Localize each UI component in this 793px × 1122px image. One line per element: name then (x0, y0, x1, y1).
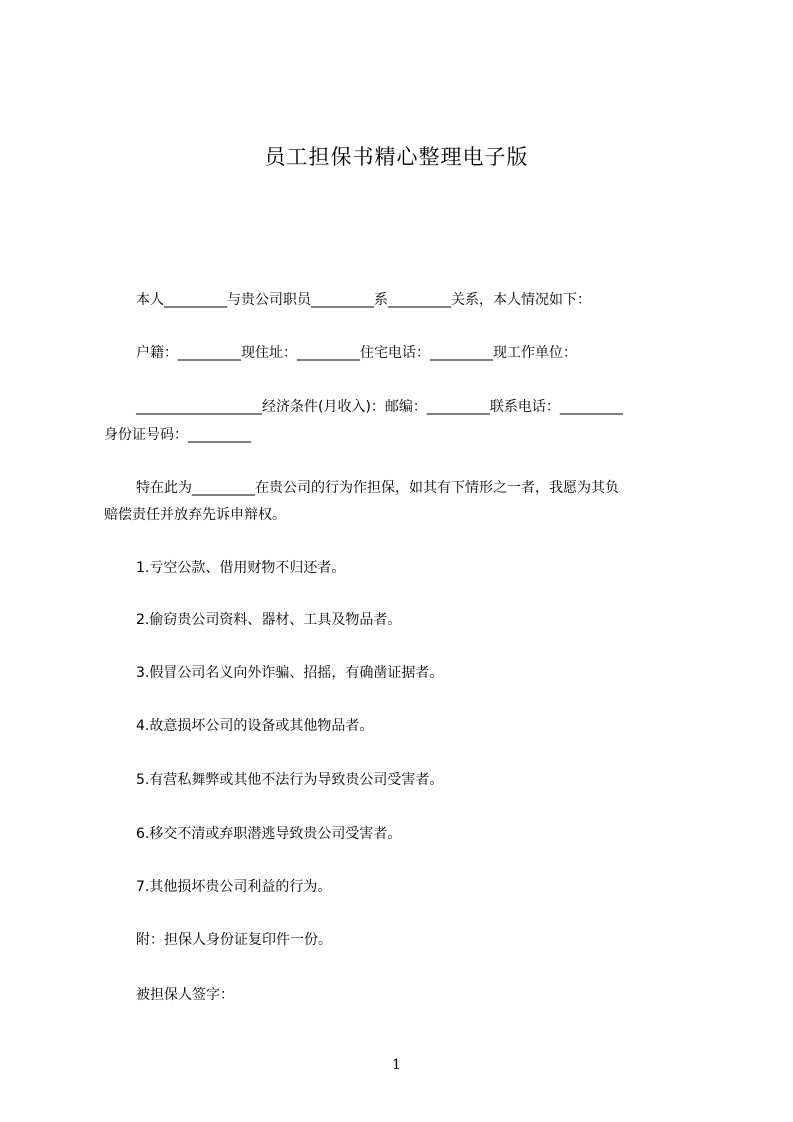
guarantor-relation-paragraph: 本人_________与贵公司职员_________系_________关系，本人情况如下： (136, 292, 591, 308)
guarantor-id-line: 身份证号码：_________ (104, 427, 251, 443)
document-title: 员工担保书精心整理电子版 (264, 145, 529, 169)
condition-item-2: 2.偷窃贵公司资料、器材、工具及物品者。 (136, 612, 402, 628)
condition-item-1: 1.亏空公款、借用财物不归还者。 (136, 560, 346, 576)
signature-label: 被担保人签字： (136, 987, 234, 1003)
attachment-note: 附：担保人身份证复印件一份。 (136, 932, 332, 948)
condition-item-6: 6.移交不清或弃职潜逃导致贵公司受害者。 (136, 826, 402, 842)
guarantee-statement-line-1: 特在此为_________在贵公司的行为作担保，如其有下情形之一者，我愿为其负 (136, 480, 619, 496)
condition-item-4: 4.故意损坏公司的设备或其他物品者。 (136, 718, 374, 734)
guarantee-statement-line-2: 赔偿责任并放弃先诉申辩权。 (104, 507, 286, 523)
condition-item-3: 3.假冒公司名义向外诈骗、招摇，有确凿证据者。 (136, 665, 444, 681)
page-number: 1 (392, 1057, 401, 1073)
guarantor-income-line: __________________经济条件(月收入)：邮编：_________联系电话：_________ (136, 399, 623, 415)
guarantor-info-paragraph: 户籍：_________现住址：_________住宅电话：_________现工作单位： (136, 345, 577, 361)
condition-item-5: 5.有营私舞弊或其他不法行为导致贵公司受害者。 (136, 772, 444, 788)
condition-item-7: 7.其他损坏贵公司利益的行为。 (136, 879, 332, 895)
